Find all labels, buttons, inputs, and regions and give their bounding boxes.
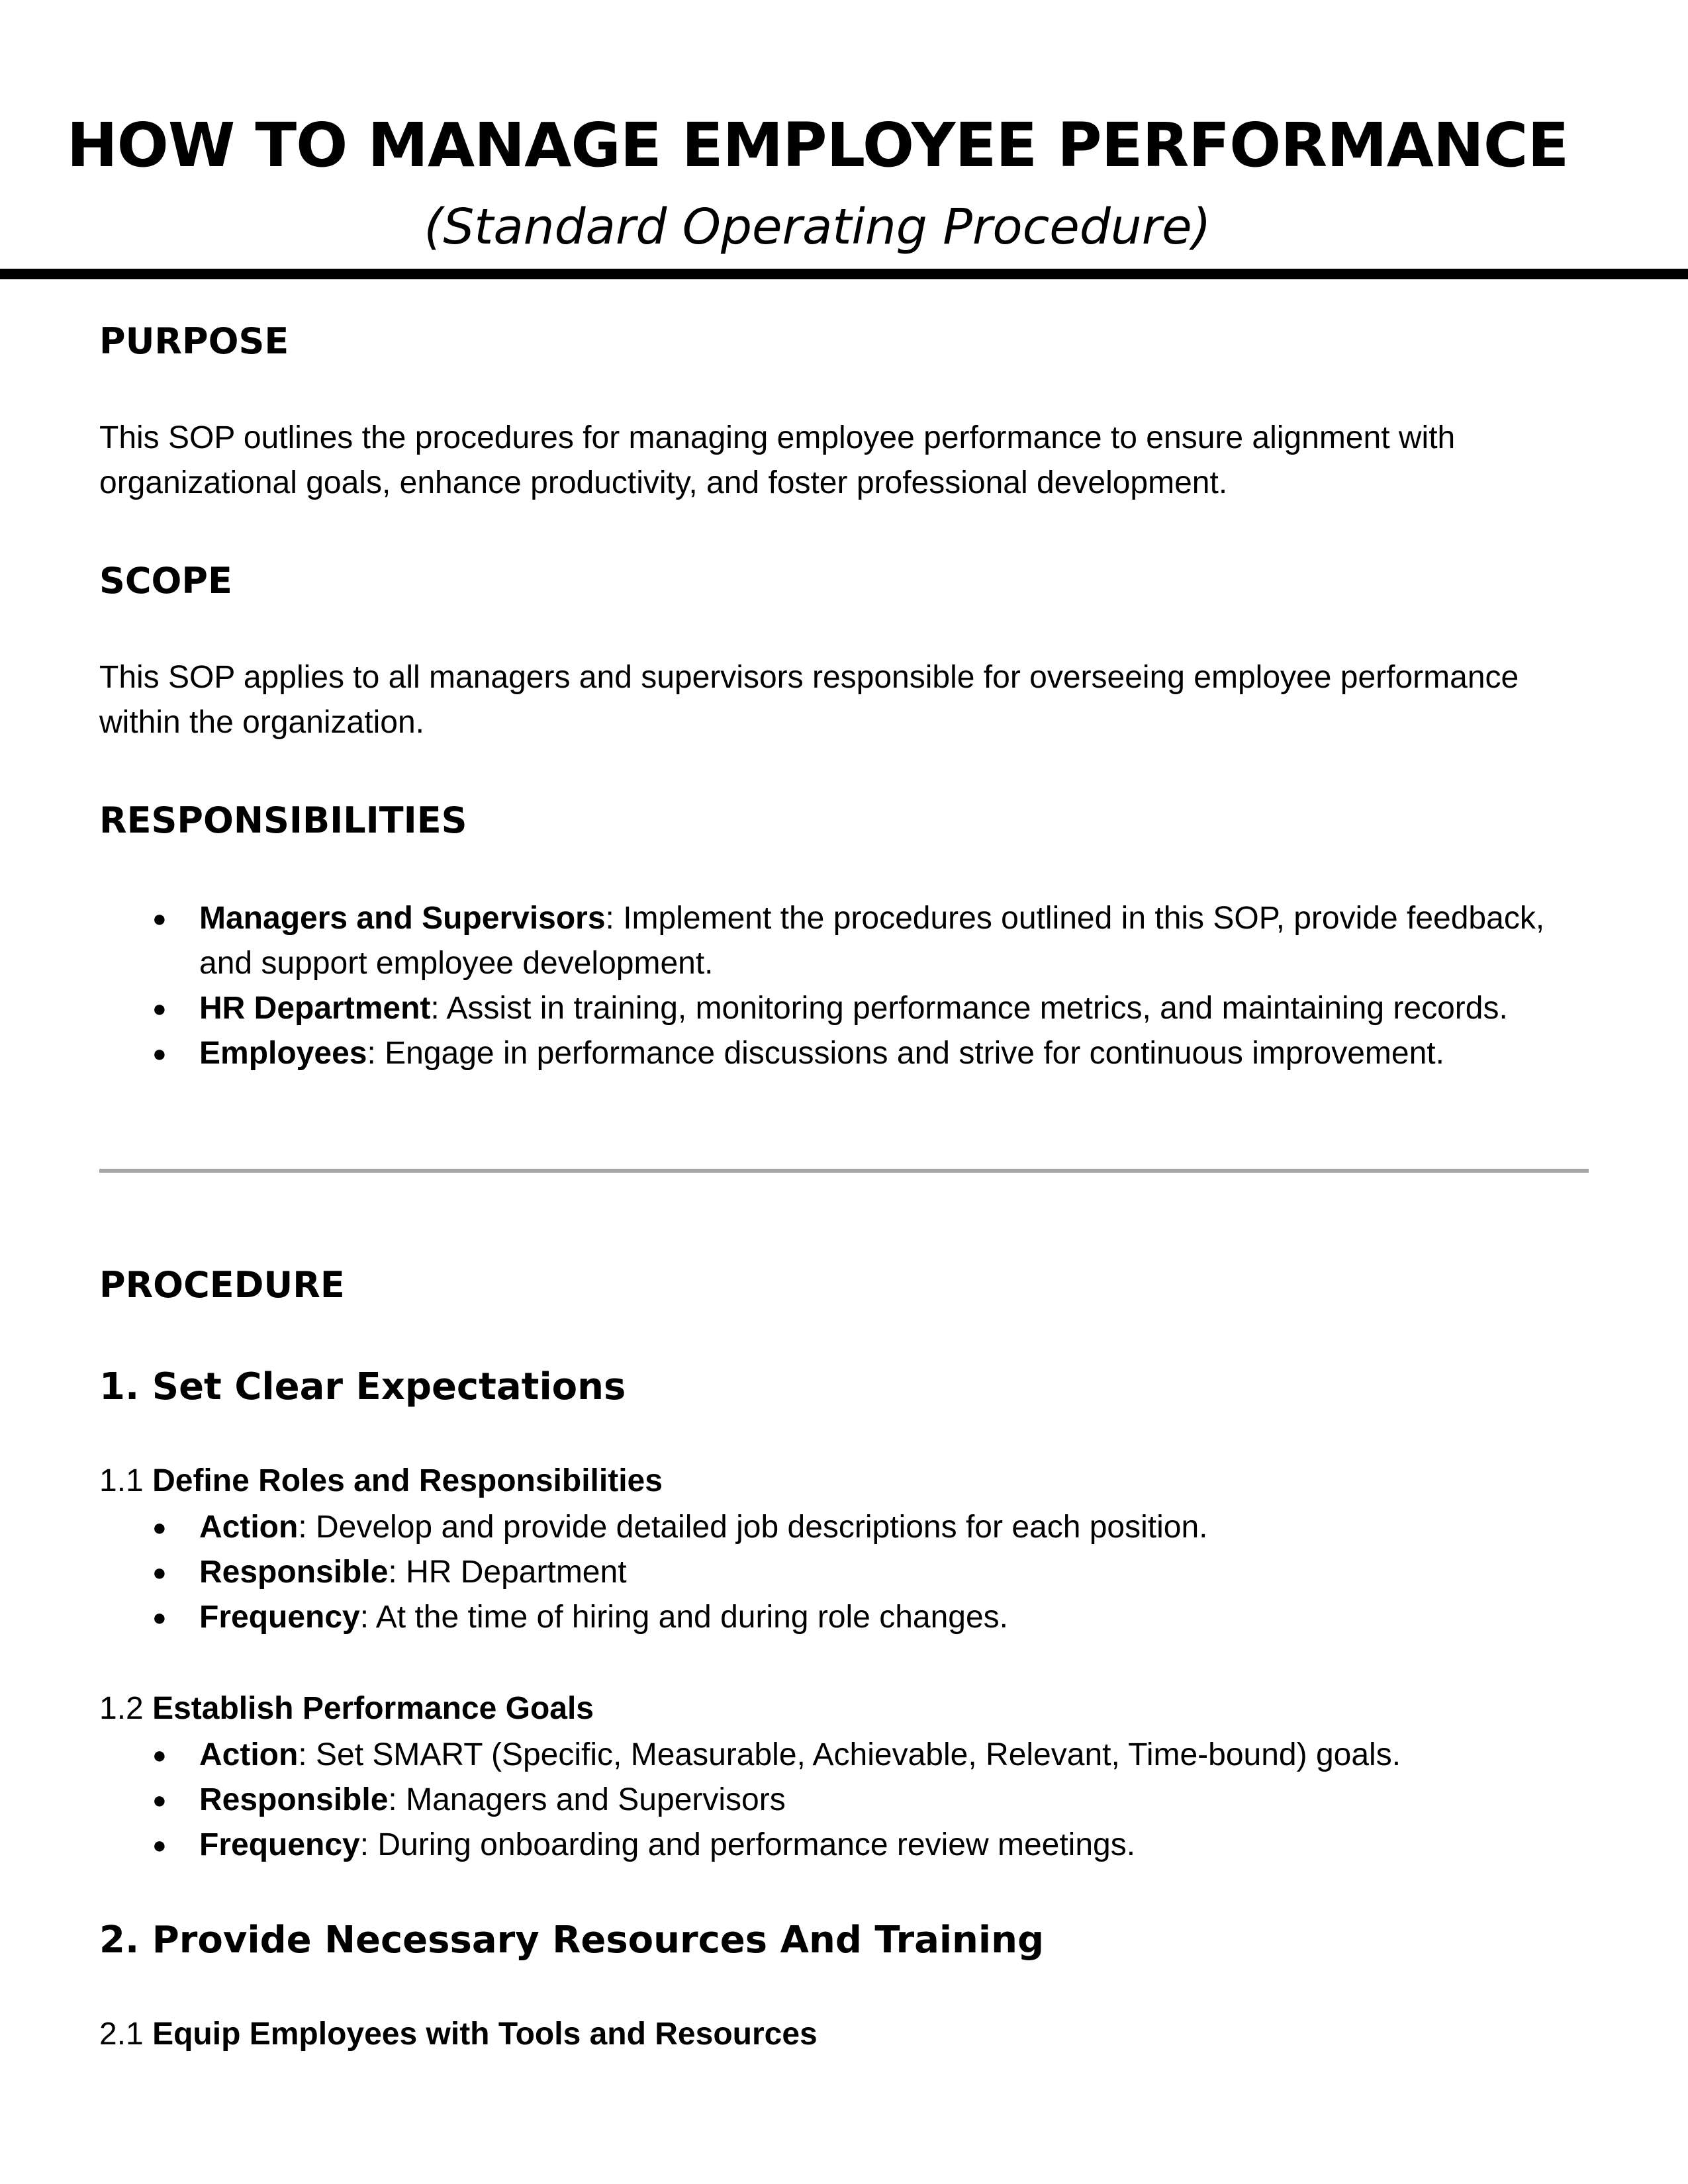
subsection-number: 2.1 [99, 2017, 144, 2052]
item-text: : Implement the procedures outlined in this SOP, provide feedback, and support employee development. [199, 901, 1545, 981]
responsibilities-list [99, 896, 1589, 1076]
subsection-number: 1.2 [99, 1691, 144, 1726]
subsection-1-1-heading [99, 1459, 663, 1504]
item-text: : Assist in training, monitoring performance metrics, and maintaining records. [430, 991, 1508, 1026]
subsection-number: 1.1 [99, 1463, 144, 1498]
subsection-1-1-list [99, 1505, 1589, 1640]
section-divider [99, 1169, 1589, 1173]
scope-text: This SOP applies to all managers and supervisors responsible for overseeing employee performance within the organization. [99, 660, 1519, 740]
purpose-heading: PURPOSE [99, 320, 289, 362]
item-text: : At the time of hiring and during role changes. [359, 1600, 1009, 1635]
bullet-icon: ● [152, 1786, 167, 1813]
document-subtitle: (Standard Operating Procedure) [424, 199, 1211, 255]
item-term: HR Department [199, 991, 431, 1026]
item-term: Responsible [199, 1782, 389, 1817]
document-title: HOW TO MANAGE EMPLOYEE PERFORMANCE [66, 110, 1569, 181]
step-2-heading: 2. Provide Necessary Resources And Training [99, 1919, 1045, 1962]
bullet-icon: ● [152, 1040, 167, 1067]
list-item [99, 1595, 1589, 1640]
scope-heading: SCOPE [99, 560, 232, 602]
bullet-icon: ● [152, 1514, 167, 1541]
item-text: : Set SMART (Specific, Measurable, Achievable, Relevant, Time-bound) goals. [298, 1737, 1401, 1772]
item-text: : Engage in performance discussions and strive for continuous improvement. [367, 1036, 1444, 1071]
procedure-heading: PROCEDURE [99, 1264, 345, 1306]
item-text: : HR Department [388, 1555, 627, 1590]
list-item [99, 1778, 1589, 1823]
subsection-2-1-heading [99, 2012, 818, 2057]
subsection-1-2-list [99, 1733, 1589, 1868]
item-term: Frequency [199, 1600, 360, 1635]
subsection-title: Define Roles and Responsibilities [152, 1463, 663, 1498]
purpose-text: This SOP outlines the procedures for managing employee performance to ensure alignment with organizational goals, enhance productivity, and foster professional development. [99, 420, 1456, 500]
item-text: : During onboarding and performance review meetings. [359, 1827, 1136, 1862]
subsection-title: Equip Employees with Tools and Resources [152, 2017, 818, 2052]
item-text: : Managers and Supervisors [388, 1782, 786, 1817]
bullet-icon: ● [152, 995, 167, 1022]
list-item [99, 896, 1589, 986]
bullet-icon: ● [152, 1741, 167, 1768]
item-term: Frequency [199, 1827, 360, 1862]
item-term: Action [199, 1510, 299, 1545]
item-term: Managers and Supervisors [199, 901, 606, 936]
step-1-heading: 1. Set Clear Expectations [99, 1365, 626, 1408]
list-item [99, 1505, 1589, 1550]
title-divider [0, 269, 1688, 279]
bullet-icon: ● [152, 905, 167, 932]
item-term: Action [199, 1737, 299, 1772]
list-item [99, 1733, 1589, 1778]
list-item [99, 1823, 1589, 1868]
list-item [99, 986, 1589, 1031]
bullet-icon: ● [152, 1831, 167, 1858]
responsibilities-heading: RESPONSIBILITIES [99, 799, 467, 841]
bullet-icon: ● [152, 1559, 167, 1586]
subsection-1-2-heading [99, 1686, 594, 1731]
item-text: : Develop and provide detailed job descriptions for each position. [298, 1510, 1208, 1545]
item-term: Responsible [199, 1555, 389, 1590]
list-item [99, 1550, 1589, 1595]
subsection-title: Establish Performance Goals [152, 1691, 594, 1726]
item-term: Employees [199, 1036, 367, 1071]
list-item [99, 1031, 1589, 1076]
bullet-icon: ● [152, 1604, 167, 1631]
